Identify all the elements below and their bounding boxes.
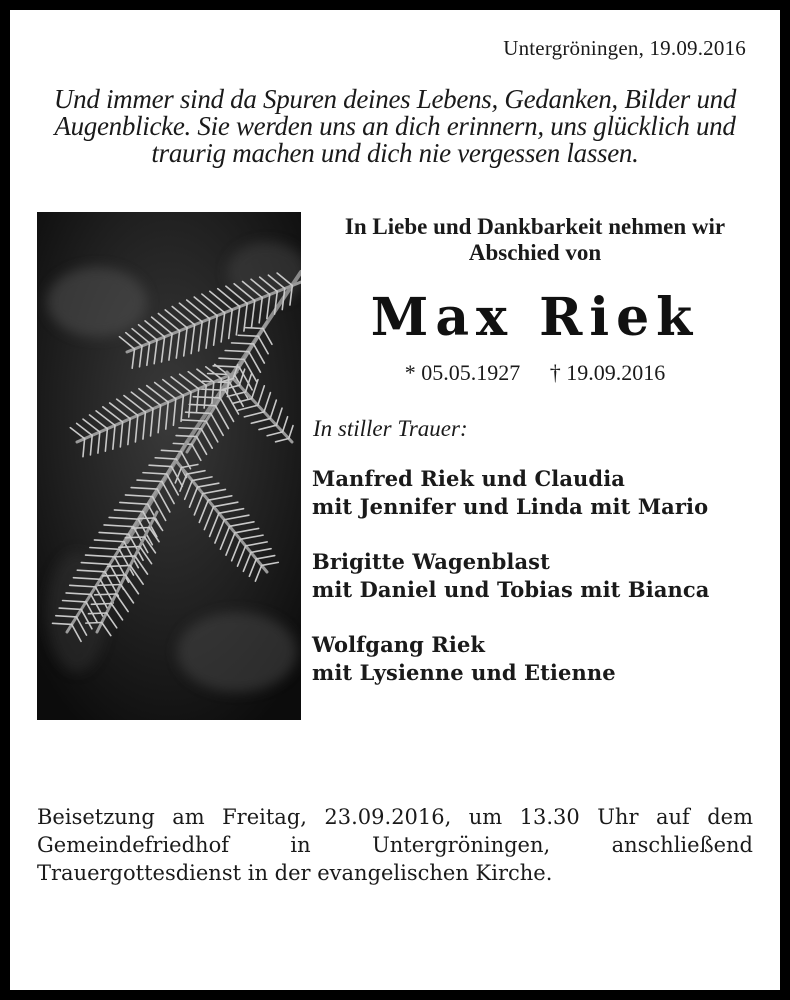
main-text-column <box>312 212 758 714</box>
deceased-name: Max Riek <box>370 287 700 348</box>
burial-info: Beisetzung am Freitag, 23.09.2016, um 13.30 Uhr auf dem Gemeindefriedhof in Untergröningen, anschließend Trauergottesdienst in der evangelischen Kirche. <box>37 805 753 885</box>
quote-line: Augenblicke. Sie werden uns an dich erinnern, uns glücklich und <box>54 111 736 141</box>
death-date: † 19.09.2016 <box>549 360 666 385</box>
mourner-line: mit Jennifer und Linda mit Mario <box>312 494 709 519</box>
birth-date: * 05.05.1927 <box>404 360 521 385</box>
fir-branch-photo <box>37 212 301 720</box>
intro-text <box>312 214 758 266</box>
mourner-group <box>312 465 758 521</box>
fir-branch-icon <box>37 212 301 720</box>
mourning-label: In stiller Trauer: <box>313 416 468 441</box>
quote-line: traurig machen und dich nie vergessen lassen. <box>151 138 639 168</box>
mourners-list <box>312 465 758 687</box>
obituary-notice <box>10 10 780 990</box>
intro-line: In Liebe und Dankbarkeit nehmen wir <box>344 214 726 239</box>
mourner-group <box>312 631 758 687</box>
mourner-line: mit Daniel und Tobias mit Bianca <box>312 577 710 602</box>
mourner-line: Wolfgang Riek <box>312 632 486 657</box>
life-dates <box>312 360 758 386</box>
mourner-line: Brigitte Wagenblast <box>312 549 550 574</box>
mourner-group <box>312 548 758 604</box>
place-date: Untergröningen, 19.09.2016 <box>503 36 746 60</box>
mourner-line: Manfred Riek und Claudia <box>312 466 625 491</box>
quote-line: Und immer sind da Spuren deines Lebens, Gedanken, Bilder und <box>53 84 737 114</box>
memorial-quote <box>40 86 750 167</box>
intro-line: Abschied von <box>468 240 602 265</box>
mourner-line: mit Lysienne und Etienne <box>312 660 616 685</box>
